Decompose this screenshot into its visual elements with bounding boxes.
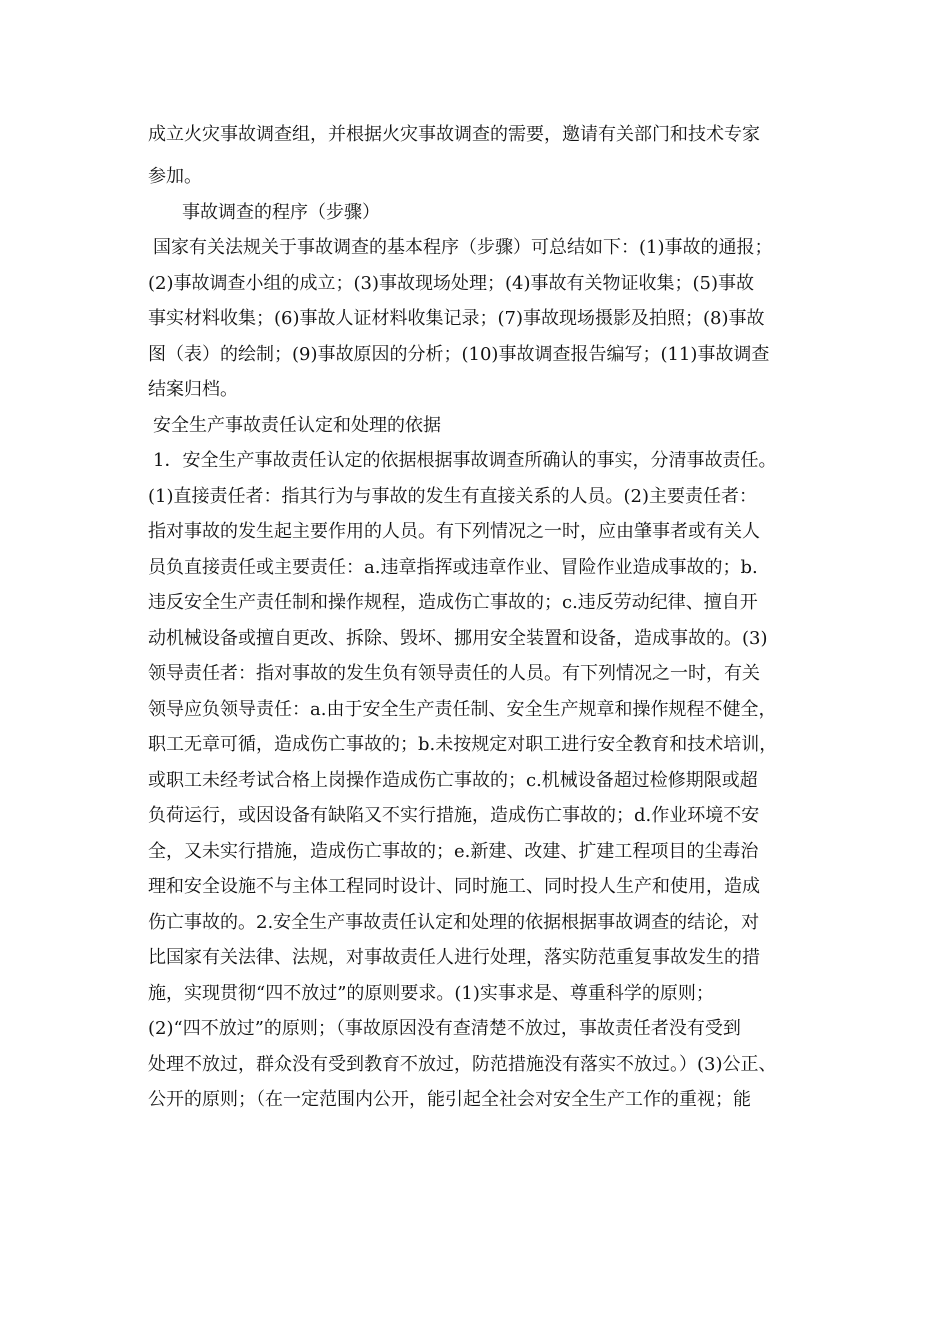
- text-line: 职工无章可循，造成伤亡事故的；b.未按规定对职工进行安全教育和技术培训，: [148, 734, 778, 755]
- text-line: 或职工未经考试合格上岗操作造成伤亡事故的；c.机械设备超过检修期限或超: [148, 770, 758, 791]
- text-line: 指对事故的发生起主要作用的人员。有下列情况之一时，应由肇事者或有关人: [148, 521, 760, 542]
- text-line: 结案归档。: [148, 379, 238, 400]
- section-heading: 安全生产事故责任认定和处理的依据: [153, 415, 441, 436]
- text-line: 负荷运行，或因设备有缺陷又不实行措施，造成伤亡事故的；d.作业环境不安: [148, 805, 760, 826]
- text-line: 施，实现贯彻“四不放过”的原则要求。(1)实事求是、尊重科学的原则；: [148, 983, 714, 1004]
- text-line: 违反安全生产责任制和操作规程，造成伤亡事故的；c.违反劳动纪律、擅自开: [148, 592, 758, 613]
- text-line: (2)事故调查小组的成立；(3)事故现场处理；(4)事故有关物证收集；(5)事故: [148, 273, 754, 294]
- text-line: 伤亡事故的。2.安全生产事故责任认定和处理的依据根据事故调查的结论，对: [148, 912, 760, 933]
- text-line: 领导应负领导责任：a.由于安全生产责任制、安全生产规章和操作规程不健全，: [148, 699, 777, 720]
- text-line: 全，又未实行措施，造成伤亡事故的；e.新建、改建、扩建工程项目的尘毒治: [148, 841, 759, 862]
- text-line: 领导责任者：指对事故的发生负有领导责任的人员。有下列情况之一时，有关: [148, 663, 760, 684]
- text-line: 员负直接责任或主要责任：a.违章指挥或违章作业、冒险作业造成事故的；b.: [148, 557, 758, 578]
- text-line: 参加。: [148, 166, 202, 187]
- text-line: (1)直接责任者：指其行为与事故的发生有直接关系的人员。(2)主要责任者：: [148, 486, 757, 507]
- text-line: 理和安全设施不与主体工程同时设计、同时施工、同时投人生产和使用，造成: [148, 876, 760, 897]
- text-line: 动机械设备或擅自更改、拆除、毁坏、挪用安全装置和设备，造成事故的。(3): [148, 628, 768, 649]
- text-line: 国家有关法规关于事故调查的基本程序（步骤）可总结如下：(1)事故的通报；: [153, 237, 773, 258]
- text-line: 成立火灾事故调查组，并根据火灾事故调查的需要，邀请有关部门和技术专家: [148, 124, 760, 145]
- text-line: 比国家有关法律、法规，对事故责任人进行处理，落实防范重复事故发生的措: [148, 947, 760, 968]
- text-line: 处理不放过，群众没有受到教育不放过，防范措施没有落实不放过。）(3)公正、: [148, 1054, 777, 1075]
- text-line: 公开的原则；（在一定范围内公开，能引起全社会对安全生产工作的重视；能: [148, 1089, 751, 1110]
- text-line: 1．安全生产事故责任认定的依据根据事故调查所确认的事实，分清事故责任。: [153, 450, 777, 471]
- section-heading: 事故调查的程序（步骤）: [182, 202, 380, 223]
- text-line: (2)“四不放过”的原则；（事故原因没有查清楚不放过，事故责任者没有受到: [148, 1018, 741, 1039]
- text-line: 事实材料收集；(6)事故人证材料收集记录；(7)事故现场摄影及拍照；(8)事故: [148, 308, 765, 329]
- text-line: 图（表）的绘制；(9)事故原因的分析；(10)事故调查报告编写；(11)事故调查: [148, 344, 770, 365]
